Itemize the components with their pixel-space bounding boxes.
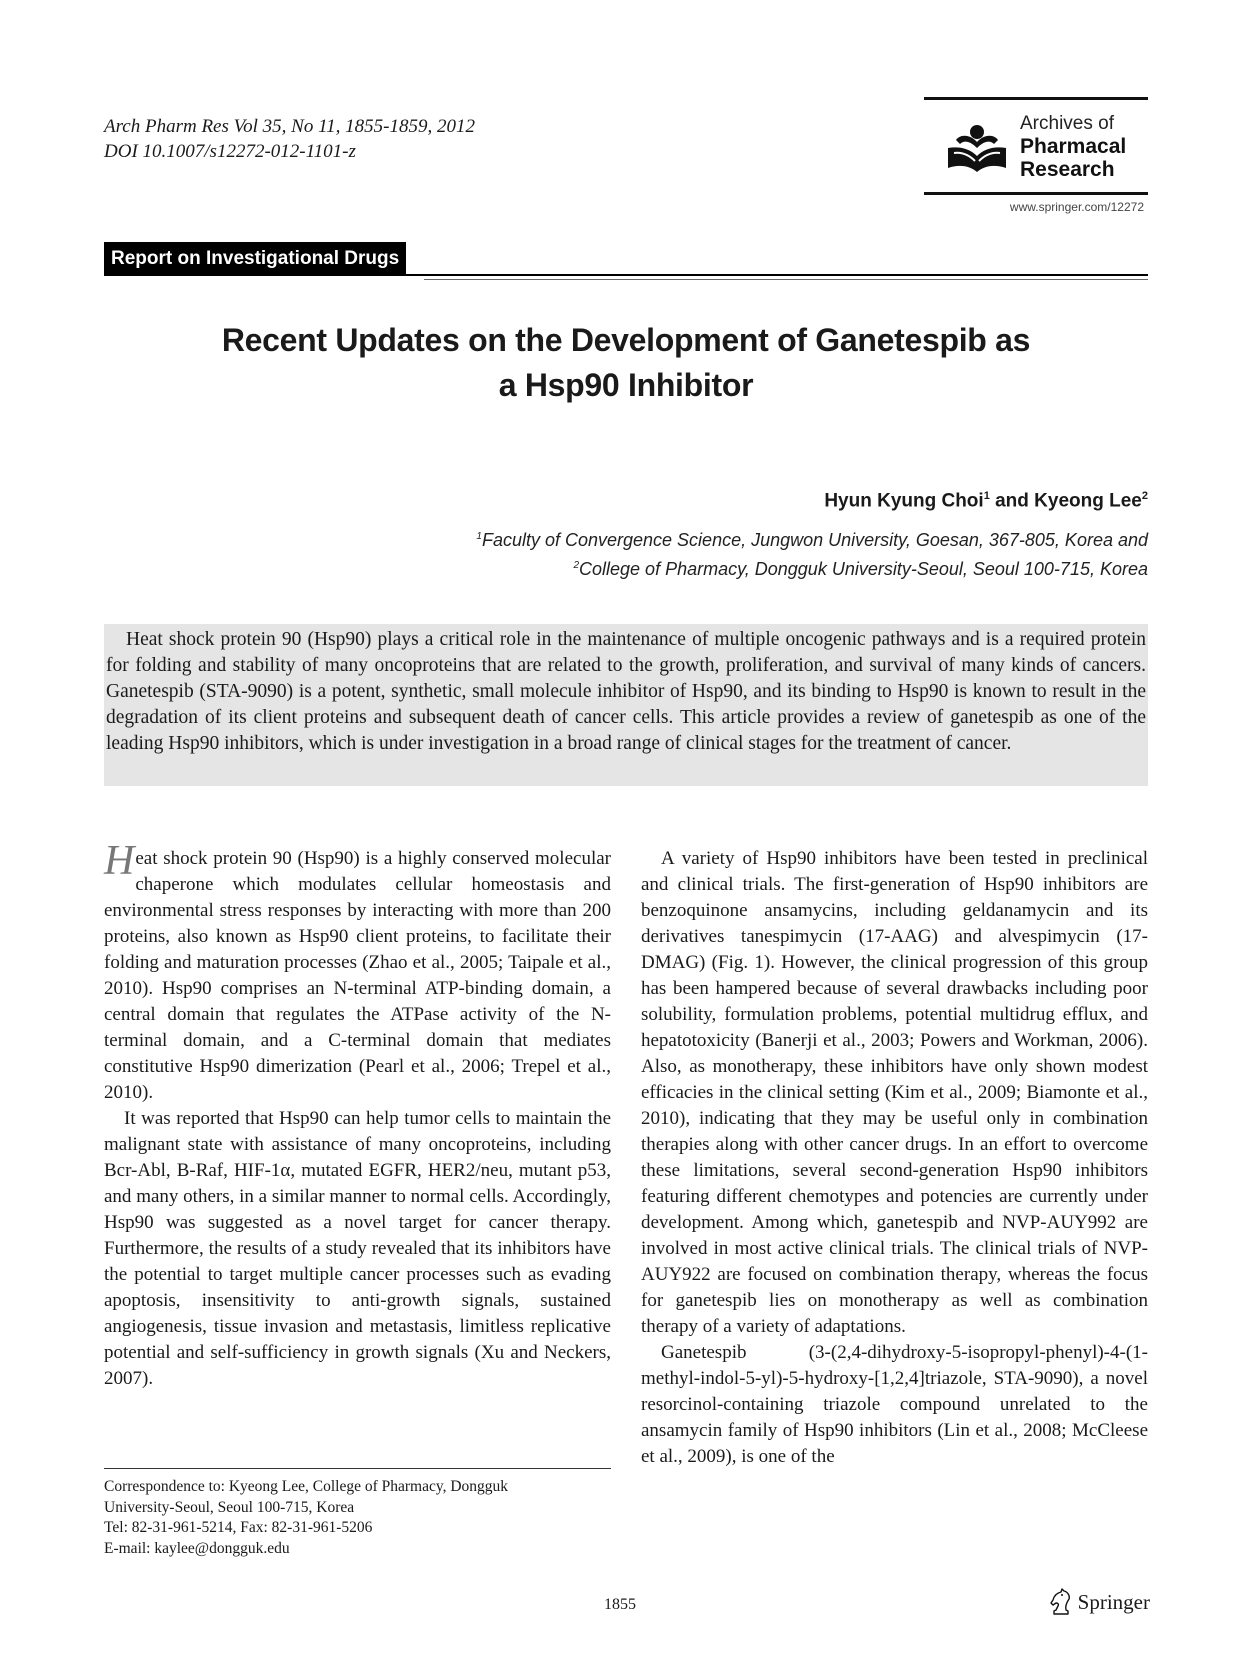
affiliation-2 [476,553,1148,582]
logo-bottom-rule [924,192,1148,195]
body-column-left [104,838,611,1392]
author-2: Kyeong Lee [1034,490,1142,512]
author-list [824,490,1148,512]
author-1-affiliation-mark: 1 [983,490,990,502]
body-column-right [641,846,1148,1470]
abstract-text: Heat shock protein 90 (Hsp90) plays a critical role in the maintenance of multiple oncogenic pathways and is a required protein for folding and stability of many oncoproteins that are related to the growth, proliferation, and survival of many kinds of cancers. Ganetespib (STA-9090) is a potent, synthetic, small molecule inhibitor of Hsp90, and its binding to Hsp90 is known to result in the degradation of its client proteins and subsequent death of cancer cells. This article provides a review of ganetespib as one of the leading Hsp90 inhibitors, which is under investigation in a broad range of clinical stages for the treatment of cancer. [106,629,1146,754]
publisher-logo [1048,1588,1150,1616]
correspondence-email[interactable]: E-mail: kaylee@dongguk.edu [104,1539,290,1557]
title-line-1: Recent Updates on the Development of Ganetespib as [221,322,1031,358]
section-banner [104,242,1148,276]
article-title [104,318,1148,408]
author-connector: and [989,490,1035,512]
journal-logo [924,97,1148,214]
logo-text-archives-of: Archives of [1020,112,1114,134]
citation-volume-line: Arch Pharm Res Vol 35, No 11, 1855-1859, 2012 [104,116,476,137]
page-number: 1855 [604,1596,636,1613]
abstract-box [104,624,1148,786]
section-rule [104,274,1148,276]
correspondence-line: University-Seoul, Seoul 100-715, Korea [104,1498,355,1516]
logo-text-pharmacal: Pharmacal [1020,134,1127,158]
publisher-name: Springer [1077,1589,1150,1614]
affiliation-1-mark: 1 [476,531,482,542]
open-book-emblem-icon [942,116,1012,176]
section-label: Report on Investigational Drugs [104,242,406,276]
section-rule-thin [424,279,1148,280]
author-2-affiliation-mark: 2 [1141,490,1148,502]
logo-text-research: Research [1020,157,1115,181]
body-paragraph [104,838,611,1106]
body-paragraph: Ganetespib (3-(2,4-dihydroxy-5-isopropyl-phenyl)-4-(1-methyl-indol-5-yl)-5-hydroxy-[1,2,4]triazole, STA-9090), a novel resorcinol-containing triazole compound unrelated to the ansamycin family of Hsp90 inhibitors (Lin et al., 2008; McCleese et al., 2009), is one of the [641,1342,1148,1467]
journal-citation [104,114,475,164]
citation-doi-line: DOI 10.1007/s12272-012-1101-z [104,141,356,162]
affiliation-1-text: Faculty of Convergence Science, Jungwon University, Goesan, 367-805, Korea and [481,530,1148,550]
affiliation-1 [476,524,1148,553]
affiliation-2-text: College of Pharmacy, Dongguk University-Seoul, Seoul 100-715, Korea [579,559,1148,579]
author-1: Hyun Kyung Choi [824,490,984,512]
body-paragraph-text: eat shock protein 90 (Hsp90) is a highly conserved molecular chaperone which modulates cellular homeostasis and environmental stress responses by interacting with more than 200 proteins, also known as Hsp90 client proteins, to facilitate their folding and maturation processes (Zhao et al., 2005; Taipale et al., 2010). Hsp90 comprises an N-terminal ATP-binding domain, a central domain that regulates the ATPase activity of the N-terminal domain, and a C-terminal domain that mediates constitutive Hsp90 dimerization (Pearl et al., 2006; Trepel et al., 2010). [104,848,611,1103]
chess-knight-icon [1048,1588,1074,1616]
drop-cap: H [104,838,135,884]
correspondence-footnote [104,1468,611,1559]
correspondence-line: Correspondence to: Kyeong Lee, College of Pharmacy, Dongguk [104,1478,509,1495]
body-paragraph: A variety of Hsp90 inhibitors have been tested in preclinical and clinical trials. The first-generation of Hsp90 inhibitors are benzoquinone ansamycins, including geldanamycin and its derivatives tanespimycin (17-AAG) and alvespimycin (17-DMAG) (Fig. 1). However, the clinical progression of this group has been hampered because of several drawbacks including poor solubility, formulation problems, potential multidrug efflux, and hepatotoxicity (Banerji et al., 2003; Powers and Workman, 2006). Also, as monotherapy, these inhibitors have only shown modest efficacies in the clinical setting (Kim et al., 2009; Biamonte et al., 2010), indicating that they may be useful only in combination therapies along with other cancer drugs. In an effort to overcome these limitations, several second-generation Hsp90 inhibitors featuring different chemotypes and potencies are currently under development. Among which, ganetespib and NVP-AUY992 are involved in most active clinical trials. The clinical trials of NVP-AUY922 are focused on combination therapy, whereas the focus for ganetespib lies on monotherapy as well as combination therapy of a variety of adaptations. [641,848,1148,1337]
affiliation-2-mark: 2 [573,560,580,571]
affiliations [476,524,1148,582]
journal-url[interactable]: www.springer.com/12272 [1009,200,1144,214]
correspondence-phone: Tel: 82-31-961-5214, Fax: 82-31-961-5206 [104,1519,373,1536]
body-paragraph: It was reported that Hsp90 can help tumor cells to maintain the malignant state with assistance of many oncoproteins, including Bcr-Abl, B-Raf, HIF-1α, mutated EGFR, HER2/neu, mutant p53, and many others, in a similar manner to normal cells. Accordingly, Hsp90 was suggested as a novel target for cancer therapy. Furthermore, the results of a study revealed that its inhibitors have the potential to target multiple cancer processes such as evading apoptosis, insensitivity to anti-growth signals, sustained angiogenesis, tissue invasion and metastasis, limitless replicative potential and self-sufficiency in growth signals (Xu and Neckers, 2007). [104,1108,611,1389]
title-line-2: a Hsp90 Inhibitor [498,367,754,403]
